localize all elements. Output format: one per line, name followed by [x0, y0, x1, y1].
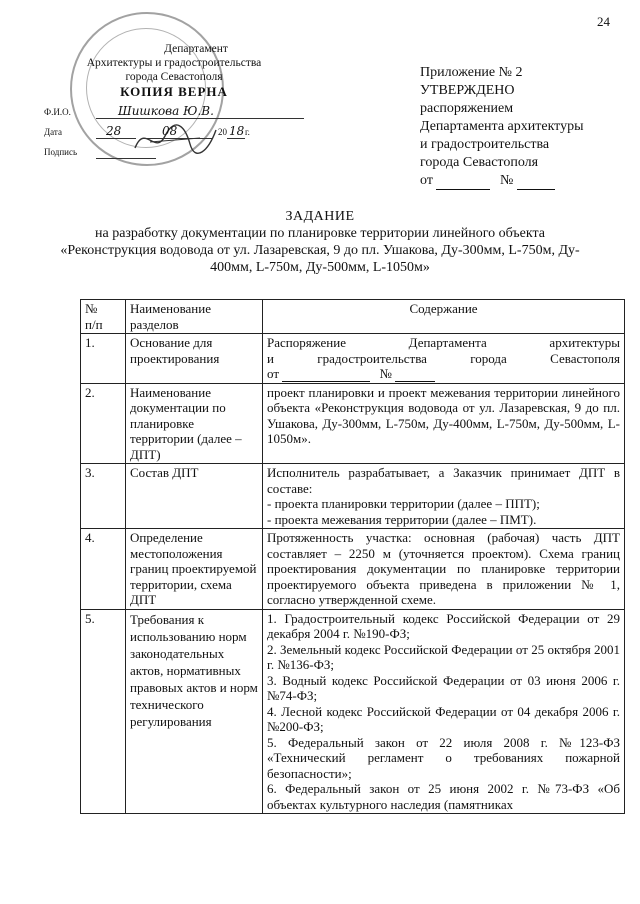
stamp-signature-row — [44, 143, 304, 159]
title-heading: ЗАДАНИЕ — [285, 209, 355, 224]
certification-stamp — [44, 42, 304, 159]
stamp-date-year-prefix: 20 — [218, 127, 227, 137]
title-line1: на разработку документации по планировке территории линейного объекта — [94, 226, 545, 241]
row1-content-line3 — [267, 366, 620, 382]
row3-content-line2: - проекта планировки территории (далее – ППТ); — [267, 496, 540, 511]
header-section-name — [126, 300, 263, 334]
table-row — [81, 334, 625, 384]
law-item: 4. Лесной кодекс Российской Федерации от 04 декабря 2006 г. №200-ФЗ; — [267, 703, 620, 734]
row1-ot-label: от — [267, 366, 280, 381]
row-number: 5. — [81, 609, 126, 814]
approval-date-prefix: от — [420, 173, 433, 188]
approval-block — [420, 64, 584, 190]
table-header-row — [81, 300, 625, 334]
row-content — [263, 464, 625, 529]
stamp-date-month-field — [142, 126, 212, 139]
row1-number-blank — [395, 381, 435, 382]
row-content: проект планировки и проект межевания территории линейного объекта «Реконструкция водовода от ул. Лазаревская, 9 до пл. Ушакова, Ду-300мм, L-750м, Ду-400мм, L-750м, Ду-500мм, L-1050м». — [263, 383, 625, 464]
law-item: 3. Водный кодекс Российской Федерации от 03 июня 2006 г. №74-ФЗ; — [267, 672, 620, 703]
table-row — [81, 529, 625, 610]
row-section-name: Наименование документации по планировке территории (далее – ДПТ) — [126, 383, 263, 464]
stamp-fio-field — [96, 106, 304, 119]
header-name-line2: разделов — [130, 316, 179, 332]
approval-order: распоряжением — [420, 101, 514, 116]
law-item: 5. Федеральный закон от 22 июля 2008 г. №123-ФЗ «Технический регламент о требованиях пожарной безопасности»; — [267, 734, 620, 781]
stamp-date-row — [44, 123, 304, 139]
stamp-date-month: 08 — [162, 124, 178, 138]
approval-number-prefix: № — [499, 173, 514, 188]
stamp-org-line2: Архитектуры и градостроительства — [86, 57, 262, 69]
row-number: 1. — [81, 334, 126, 384]
stamp-date-day: 28 — [106, 124, 122, 138]
header-name-line1: Наименование — [130, 301, 211, 316]
stamp-fio-label: Ф.И.О. — [44, 107, 71, 117]
stamp-date-label: Дата — [44, 127, 62, 137]
row-content: Протяженность участка: основная (рабочая) часть ДПТ составляет – 2250 м (уточняется проектом). Схема границ проектирования документации по планировке территории проектируемого объекта приведена в приложении № 1, согласно утвержденной схеме. — [263, 529, 625, 610]
header-number-line1: № — [85, 301, 98, 316]
document-title — [40, 208, 600, 276]
approval-date-blank — [436, 189, 490, 190]
stamp-date-year: 18 — [229, 124, 245, 138]
approval-appendix: Приложение № 2 — [420, 65, 523, 80]
row-section-name: Определение местоположения границ проектируемой территории, схема ДПТ — [126, 529, 263, 610]
stamp-org-line1: Департамент — [164, 43, 228, 55]
row-number: 2. — [81, 383, 126, 464]
stamp-date-suffix: г. — [245, 127, 250, 137]
approval-city: города Севастополя — [420, 155, 539, 170]
row-content — [263, 609, 625, 814]
approval-urban-planning: и градостроительства — [420, 137, 550, 152]
stamp-fio-row — [44, 103, 304, 119]
row1-date-blank — [282, 381, 370, 382]
title-line3: 400мм, L-750м, Ду-500мм, L-1050м» — [210, 260, 430, 275]
stamp-copy-mark: КОПИЯ ВЕРНА — [120, 84, 228, 99]
law-item: 1. Градостроительный кодекс Российской Федерации от 29 декабря 2004 г. №190-ФЗ; — [267, 610, 620, 641]
row1-content-line2: и градостроительства города Севастополя — [267, 350, 620, 366]
stamp-date-year-field — [227, 126, 245, 139]
approval-date-number — [420, 172, 584, 190]
page-number: 24 — [597, 14, 610, 29]
row-content — [263, 334, 625, 384]
header-content: Содержание — [263, 300, 625, 334]
table-row — [81, 609, 625, 814]
table-row — [81, 464, 625, 529]
approval-number-blank — [517, 189, 555, 190]
row3-content-line3: - проекта межевания территории (далее – ПМТ). — [267, 511, 537, 527]
stamp-fio-value: Шишкова Ю.В. — [118, 104, 214, 118]
task-table — [80, 299, 625, 814]
row-section-name: Требования к использованию норм законодательных актов, нормативных правовых актов и норм технического регулирования — [126, 609, 263, 814]
row-section-name: Основание для проектирования — [126, 334, 263, 384]
stamp-signature-label: Подпись — [44, 147, 78, 157]
stamp-org-line3: города Севастополя — [125, 71, 223, 83]
header-number-line2: п/п — [85, 316, 103, 332]
row-number: 3. — [81, 464, 126, 529]
law-item: 6. Федеральный закон от 25 июня 2002 г. №73-ФЗ «Об объектах культурного наследия (памятниках — [267, 781, 620, 812]
stamp-date-day-field — [96, 126, 136, 139]
row1-number-label: № — [379, 366, 392, 381]
row-section-name: Состав ДПТ — [126, 464, 263, 529]
approval-approved: УТВЕРЖДЕНО — [420, 83, 515, 98]
header-number — [81, 300, 126, 334]
table-row — [81, 383, 625, 464]
approval-department: Департамента архитектуры — [420, 119, 584, 134]
title-line2: «Реконструкция водовода от ул. Лазаревская, 9 до пл. Ушакова, Ду-300мм, L-750м, Ду- — [60, 243, 580, 258]
stamp-signature-field — [96, 146, 156, 159]
law-item: 2. Земельный кодекс Российской Федерации от 25 октября 2001 г. №136-ФЗ; — [267, 641, 620, 672]
row-number: 4. — [81, 529, 126, 610]
row1-content-line1: Распоряжение Департамента архитектуры — [267, 335, 620, 350]
row3-content-line1: Исполнитель разрабатывает, а Заказчик принимает ДПТ в составе: — [267, 465, 620, 496]
